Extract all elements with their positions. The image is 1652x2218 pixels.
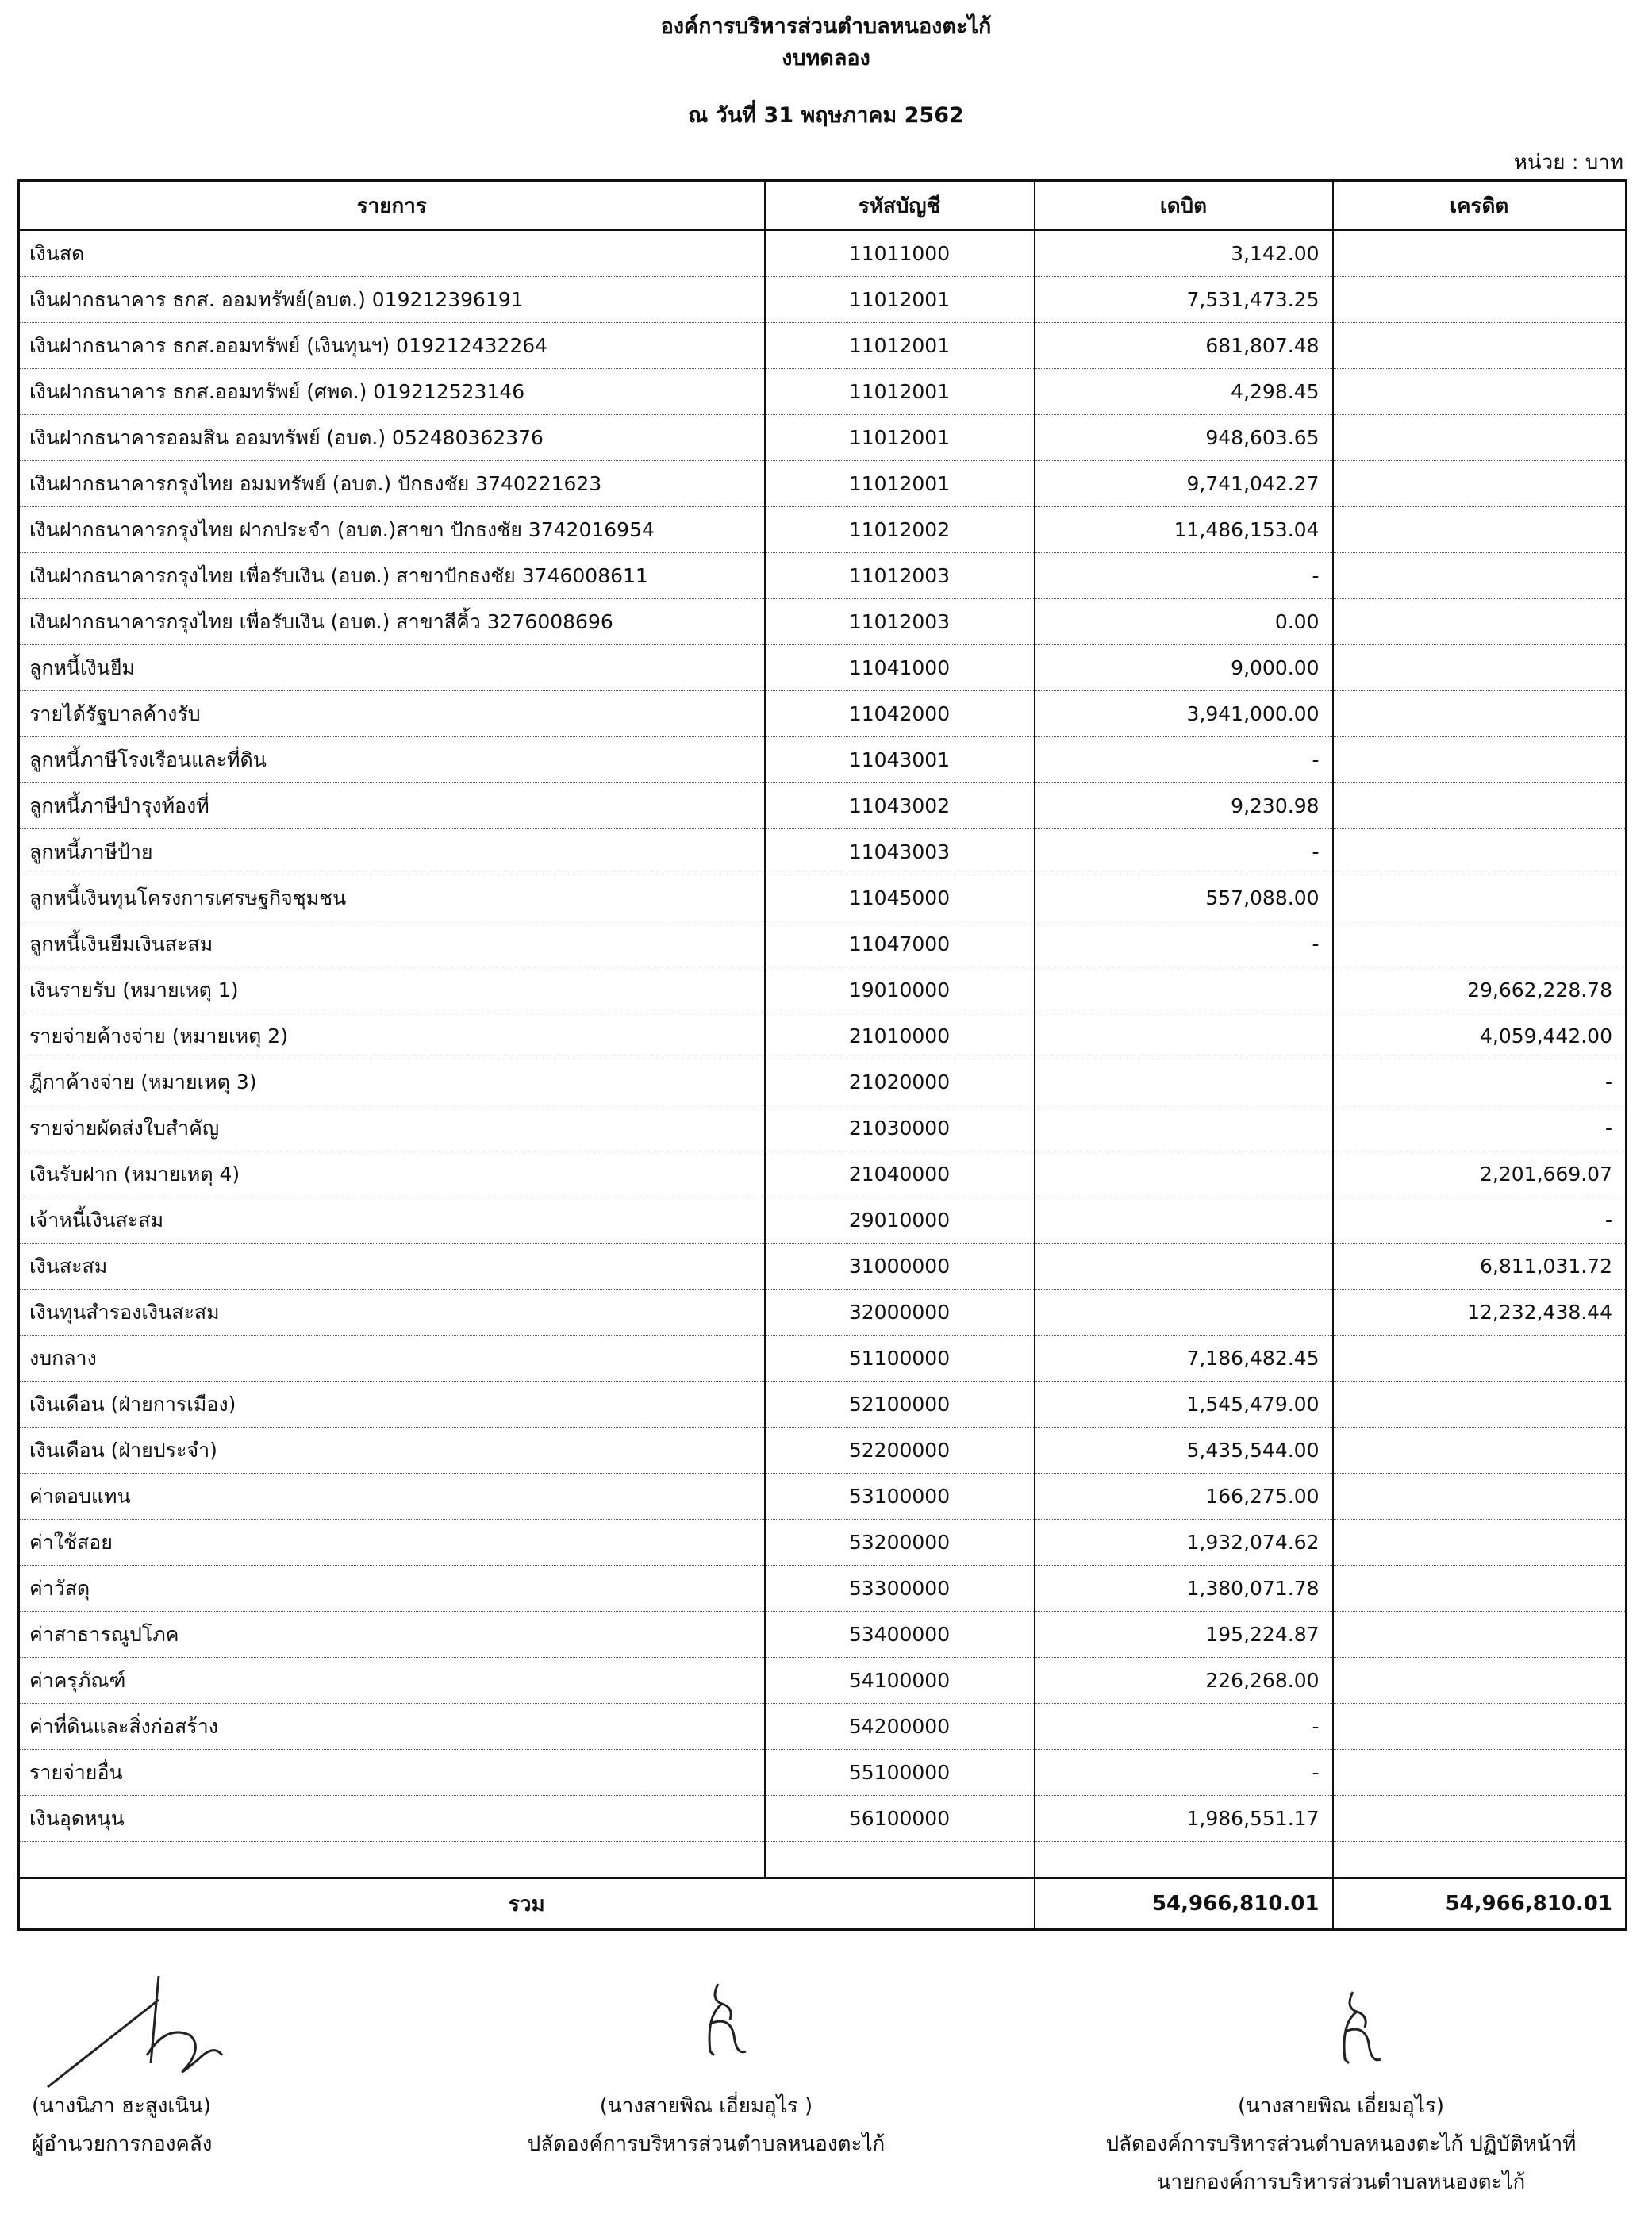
cell-account-code: 19010000 bbox=[765, 967, 1035, 1013]
table-row bbox=[19, 1658, 1627, 1704]
org-name: องค์การบริหารส่วนตำบลหนองตะไก้ bbox=[660, 14, 992, 39]
table-header-row bbox=[19, 181, 1627, 231]
table-row bbox=[19, 1796, 1627, 1842]
cell-account-code: 11047000 bbox=[765, 921, 1035, 967]
signature-block-finance-director bbox=[32, 2087, 212, 2163]
blank-row bbox=[19, 1842, 1627, 1878]
cell-credit: 2,201,669.07 bbox=[1333, 1151, 1627, 1197]
column-header-debit: เดบิต bbox=[1035, 181, 1333, 231]
cell-credit bbox=[1333, 277, 1627, 323]
cell-item: รายจ่ายอื่น bbox=[19, 1750, 765, 1796]
cell-credit: 6,811,031.72 bbox=[1333, 1244, 1627, 1290]
trial-balance-table bbox=[17, 179, 1627, 1931]
signature-block-acting-president bbox=[1095, 2087, 1587, 2201]
blank-cell bbox=[1333, 1842, 1627, 1878]
cell-debit bbox=[1035, 1105, 1333, 1151]
blank-cell bbox=[19, 1842, 765, 1878]
cell-debit: 1,545,479.00 bbox=[1035, 1382, 1333, 1428]
cell-debit: 0.00 bbox=[1035, 599, 1333, 645]
cell-credit bbox=[1333, 1474, 1627, 1520]
table-row bbox=[19, 1382, 1627, 1428]
signature-mark-1 bbox=[40, 1960, 246, 2095]
blank-cell bbox=[1035, 1842, 1333, 1878]
cell-credit bbox=[1333, 415, 1627, 461]
cell-item: ลูกหนี้เงินทุนโครงการเศรษฐกิจชุมชน bbox=[19, 875, 765, 921]
table-row bbox=[19, 691, 1627, 737]
cell-debit: - bbox=[1035, 829, 1333, 875]
table-row bbox=[19, 921, 1627, 967]
cell-item: เงินรับฝาก (หมายเหตุ 4) bbox=[19, 1151, 765, 1197]
cell-debit: 166,275.00 bbox=[1035, 1474, 1333, 1520]
table-row bbox=[19, 1520, 1627, 1566]
cell-item: เงินสะสม bbox=[19, 1244, 765, 1290]
cell-debit bbox=[1035, 1244, 1333, 1290]
total-row bbox=[19, 1878, 1627, 1930]
cell-item: เงินเดือน (ฝ่ายประจำ) bbox=[19, 1428, 765, 1474]
cell-debit: - bbox=[1035, 1704, 1333, 1750]
cell-debit bbox=[1035, 1013, 1333, 1059]
cell-debit: 7,186,482.45 bbox=[1035, 1336, 1333, 1382]
cell-debit: 557,088.00 bbox=[1035, 875, 1333, 921]
cell-credit bbox=[1333, 1750, 1627, 1796]
cell-account-code: 21030000 bbox=[765, 1105, 1035, 1151]
table-row bbox=[19, 507, 1627, 553]
cell-credit: 29,662,228.78 bbox=[1333, 967, 1627, 1013]
cell-credit bbox=[1333, 369, 1627, 415]
cell-account-code: 54200000 bbox=[765, 1704, 1035, 1750]
cell-debit: 948,603.65 bbox=[1035, 415, 1333, 461]
cell-credit bbox=[1333, 1796, 1627, 1842]
cell-item: เงินฝากธนาคารกรุงไทย อมมทรัพย์ (อบต.) ปักธงชัย 3740221623 bbox=[19, 461, 765, 507]
cell-credit bbox=[1333, 323, 1627, 369]
cell-account-code: 11012003 bbox=[765, 599, 1035, 645]
table-row bbox=[19, 1290, 1627, 1336]
cell-item: ค่าสาธารณูปโภค bbox=[19, 1612, 765, 1658]
cell-debit: - bbox=[1035, 1750, 1333, 1796]
table-row bbox=[19, 1612, 1627, 1658]
cell-debit bbox=[1035, 967, 1333, 1013]
cell-item: ค่าตอบแทน bbox=[19, 1474, 765, 1520]
cell-credit bbox=[1333, 507, 1627, 553]
table-row bbox=[19, 1566, 1627, 1612]
cell-item: รายจ่ายค้างจ่าย (หมายเหตุ 2) bbox=[19, 1013, 765, 1059]
total-debit: 54,966,810.01 bbox=[1035, 1878, 1333, 1930]
cell-account-code: 11043003 bbox=[765, 829, 1035, 875]
cell-item: ค่าวัสดุ bbox=[19, 1566, 765, 1612]
cell-debit: - bbox=[1035, 553, 1333, 599]
signatory-position: ผู้อำนวยการกองคลัง bbox=[32, 2132, 213, 2156]
cell-debit: 4,298.45 bbox=[1035, 369, 1333, 415]
table-row bbox=[19, 829, 1627, 875]
cell-credit bbox=[1333, 783, 1627, 829]
cell-account-code: 31000000 bbox=[765, 1244, 1035, 1290]
cell-debit bbox=[1035, 1059, 1333, 1105]
table-row bbox=[19, 1704, 1627, 1750]
table-row bbox=[19, 1336, 1627, 1382]
cell-account-code: 11012003 bbox=[765, 553, 1035, 599]
signatory-position: ปลัดองค์การบริหารส่วนตำบลหนองตะไก้ bbox=[527, 2132, 886, 2156]
table-row bbox=[19, 1151, 1627, 1197]
cell-debit: - bbox=[1035, 921, 1333, 967]
cell-debit: 9,230.98 bbox=[1035, 783, 1333, 829]
cell-credit bbox=[1333, 921, 1627, 967]
cell-account-code: 54100000 bbox=[765, 1658, 1035, 1704]
table-row bbox=[19, 230, 1627, 277]
cell-debit: 3,941,000.00 bbox=[1035, 691, 1333, 737]
unit-label: หน่วย : บาท bbox=[1513, 151, 1623, 175]
cell-item: เงินทุนสำรองเงินสะสม bbox=[19, 1290, 765, 1336]
table-row bbox=[19, 553, 1627, 599]
table-row bbox=[19, 599, 1627, 645]
cell-credit bbox=[1333, 1336, 1627, 1382]
column-header-credit: เครดิต bbox=[1333, 181, 1627, 231]
table-row bbox=[19, 1474, 1627, 1520]
cell-item: เงินอุดหนุน bbox=[19, 1796, 765, 1842]
cell-credit bbox=[1333, 737, 1627, 783]
cell-item: ลูกหนี้ภาษีป้าย bbox=[19, 829, 765, 875]
cell-credit bbox=[1333, 1704, 1627, 1750]
cell-item: รายจ่ายผัดส่งใบสำคัญ bbox=[19, 1105, 765, 1151]
cell-account-code: 11012001 bbox=[765, 415, 1035, 461]
cell-item: ค่าที่ดินและสิ่งก่อสร้าง bbox=[19, 1704, 765, 1750]
cell-item: เงินฝากธนาคาร ธกส.ออมทรัพย์ (เงินทุนฯ) 019212432264 bbox=[19, 323, 765, 369]
cell-debit bbox=[1035, 1151, 1333, 1197]
cell-item: เงินฝากธนาคารกรุงไทย เพื่อรับเงิน (อบต.) สาขาปักธงชัย 3746008611 bbox=[19, 553, 765, 599]
cell-debit: 681,807.48 bbox=[1035, 323, 1333, 369]
cell-item: ลูกหนี้เงินยืม bbox=[19, 645, 765, 691]
cell-credit: - bbox=[1333, 1059, 1627, 1105]
table-row bbox=[19, 277, 1627, 323]
cell-debit: 195,224.87 bbox=[1035, 1612, 1333, 1658]
cell-account-code: 53400000 bbox=[765, 1612, 1035, 1658]
table-row bbox=[19, 783, 1627, 829]
cell-credit bbox=[1333, 1566, 1627, 1612]
table-row bbox=[19, 967, 1627, 1013]
table-row bbox=[19, 1105, 1627, 1151]
table-row bbox=[19, 1013, 1627, 1059]
cell-debit: 1,380,071.78 bbox=[1035, 1566, 1333, 1612]
cell-item: เงินฝากธนาคารกรุงไทย ฝากประจำ (อบต.)สาขา ปักธงชัย 3742016954 bbox=[19, 507, 765, 553]
cell-account-code: 11012001 bbox=[765, 277, 1035, 323]
cell-debit: 3,142.00 bbox=[1035, 230, 1333, 277]
cell-account-code: 11012001 bbox=[765, 369, 1035, 415]
cell-credit: - bbox=[1333, 1197, 1627, 1244]
cell-credit bbox=[1333, 1520, 1627, 1566]
cell-debit: 7,531,473.25 bbox=[1035, 277, 1333, 323]
cell-item: ค่าใช้สอย bbox=[19, 1520, 765, 1566]
cell-account-code: 21010000 bbox=[765, 1013, 1035, 1059]
total-credit: 54,966,810.01 bbox=[1333, 1878, 1627, 1930]
cell-account-code: 11043002 bbox=[765, 783, 1035, 829]
cell-debit bbox=[1035, 1197, 1333, 1244]
table-row bbox=[19, 737, 1627, 783]
cell-item: รายได้รัฐบาลค้างรับ bbox=[19, 691, 765, 737]
cell-item: งบกลาง bbox=[19, 1336, 765, 1382]
blank-cell bbox=[765, 1842, 1035, 1878]
cell-account-code: 29010000 bbox=[765, 1197, 1035, 1244]
table-row bbox=[19, 1244, 1627, 1290]
cell-credit bbox=[1333, 645, 1627, 691]
document-title: งบทดลอง bbox=[782, 46, 870, 71]
cell-account-code: 53100000 bbox=[765, 1474, 1035, 1520]
cell-account-code: 21040000 bbox=[765, 1151, 1035, 1197]
cell-item: ฎีกาค้างจ่าย (หมายเหตุ 3) bbox=[19, 1059, 765, 1105]
cell-account-code: 11012002 bbox=[765, 507, 1035, 553]
table-row bbox=[19, 1197, 1627, 1244]
cell-account-code: 53200000 bbox=[765, 1520, 1035, 1566]
cell-credit bbox=[1333, 1612, 1627, 1658]
table-body bbox=[19, 230, 1627, 1930]
cell-item: เจ้าหนี้เงินสะสม bbox=[19, 1197, 765, 1244]
cell-credit: - bbox=[1333, 1105, 1627, 1151]
cell-account-code: 32000000 bbox=[765, 1290, 1035, 1336]
table-row bbox=[19, 1750, 1627, 1796]
cell-debit: 226,268.00 bbox=[1035, 1658, 1333, 1704]
cell-credit bbox=[1333, 1658, 1627, 1704]
column-header-code: รหัสบัญชี bbox=[765, 181, 1035, 231]
cell-item: เงินฝากธนาคารออมสิน ออมทรัพย์ (อบต.) 052480362376 bbox=[19, 415, 765, 461]
cell-account-code: 55100000 bbox=[765, 1750, 1035, 1796]
document-header bbox=[0, 11, 1652, 132]
table-row bbox=[19, 1428, 1627, 1474]
table-row bbox=[19, 461, 1627, 507]
table-row bbox=[19, 415, 1627, 461]
cell-credit bbox=[1333, 1382, 1627, 1428]
cell-credit bbox=[1333, 1428, 1627, 1474]
signatory-position-2: นายกองค์การบริหารส่วนตำบลหนองตะไก้ bbox=[1156, 2170, 1526, 2194]
table-row bbox=[19, 369, 1627, 415]
cell-account-code: 11043001 bbox=[765, 737, 1035, 783]
cell-account-code: 52200000 bbox=[765, 1428, 1035, 1474]
cell-debit bbox=[1035, 1290, 1333, 1336]
cell-account-code: 21020000 bbox=[765, 1059, 1035, 1105]
cell-item: ลูกหนี้เงินยืมเงินสะสม bbox=[19, 921, 765, 967]
cell-item: เงินฝากธนาคารกรุงไทย เพื่อรับเงิน (อบต.) สาขาสีคิ้ว 3276008696 bbox=[19, 599, 765, 645]
cell-account-code: 11011000 bbox=[765, 230, 1035, 277]
cell-credit: 12,232,438.44 bbox=[1333, 1290, 1627, 1336]
cell-credit bbox=[1333, 461, 1627, 507]
cell-credit bbox=[1333, 230, 1627, 277]
cell-item: เงินรายรับ (หมายเหตุ 1) bbox=[19, 967, 765, 1013]
cell-item: เงินฝากธนาคาร ธกส. ออมทรัพย์(อบต.) 019212396191 bbox=[19, 277, 765, 323]
cell-account-code: 52100000 bbox=[765, 1382, 1035, 1428]
cell-item: ค่าครุภัณฑ์ bbox=[19, 1658, 765, 1704]
cell-credit bbox=[1333, 553, 1627, 599]
signatory-name: (นางสายพิณ เอี่ยมอุไร ) bbox=[599, 2094, 813, 2118]
document-date: ณ วันที่ 31 พฤษภาคม 2562 bbox=[688, 103, 964, 128]
cell-debit: 1,932,074.62 bbox=[1035, 1520, 1333, 1566]
cell-debit: 11,486,153.04 bbox=[1035, 507, 1333, 553]
cell-account-code: 56100000 bbox=[765, 1796, 1035, 1842]
cell-debit: 5,435,544.00 bbox=[1035, 1428, 1333, 1474]
cell-credit: 4,059,442.00 bbox=[1333, 1013, 1627, 1059]
table-row bbox=[19, 875, 1627, 921]
cell-account-code: 11045000 bbox=[765, 875, 1035, 921]
cell-debit: 9,000.00 bbox=[1035, 645, 1333, 691]
cell-account-code: 51100000 bbox=[765, 1336, 1035, 1382]
total-label: รวม bbox=[19, 1878, 1035, 1930]
cell-account-code: 11042000 bbox=[765, 691, 1035, 737]
cell-item: ลูกหนี้ภาษีบำรุงท้องที่ bbox=[19, 783, 765, 829]
signature-mark-2 bbox=[674, 1976, 770, 2071]
signature-mark-3 bbox=[1309, 1984, 1404, 2079]
table-row bbox=[19, 323, 1627, 369]
cell-credit bbox=[1333, 829, 1627, 875]
table-row bbox=[19, 645, 1627, 691]
table-row bbox=[19, 1059, 1627, 1105]
signatory-name: (นางสายพิณ เอี่ยมอุไร) bbox=[1237, 2094, 1445, 2118]
cell-item: ลูกหนี้ภาษีโรงเรือนและที่ดิน bbox=[19, 737, 765, 783]
signature-block-chief-administrator bbox=[508, 2087, 905, 2163]
column-header-item: รายการ bbox=[19, 181, 765, 231]
cell-debit: 9,741,042.27 bbox=[1035, 461, 1333, 507]
signatory-position: ปลัดองค์การบริหารส่วนตำบลหนองตะไก้ ปฏิบัติหน้าที่ bbox=[1105, 2132, 1577, 2156]
cell-item: เงินฝากธนาคาร ธกส.ออมทรัพย์ (ศพด.) 019212523146 bbox=[19, 369, 765, 415]
cell-debit: - bbox=[1035, 737, 1333, 783]
cell-debit: 1,986,551.17 bbox=[1035, 1796, 1333, 1842]
cell-account-code: 11012001 bbox=[765, 461, 1035, 507]
cell-account-code: 53300000 bbox=[765, 1566, 1035, 1612]
cell-credit bbox=[1333, 599, 1627, 645]
signatory-name: (นางนิภา ฮะสูงเนิน) bbox=[32, 2094, 211, 2118]
cell-item: เงินสด bbox=[19, 230, 765, 277]
cell-item: เงินเดือน (ฝ่ายการเมือง) bbox=[19, 1382, 765, 1428]
cell-credit bbox=[1333, 691, 1627, 737]
cell-account-code: 11041000 bbox=[765, 645, 1035, 691]
cell-credit bbox=[1333, 875, 1627, 921]
cell-account-code: 11012001 bbox=[765, 323, 1035, 369]
